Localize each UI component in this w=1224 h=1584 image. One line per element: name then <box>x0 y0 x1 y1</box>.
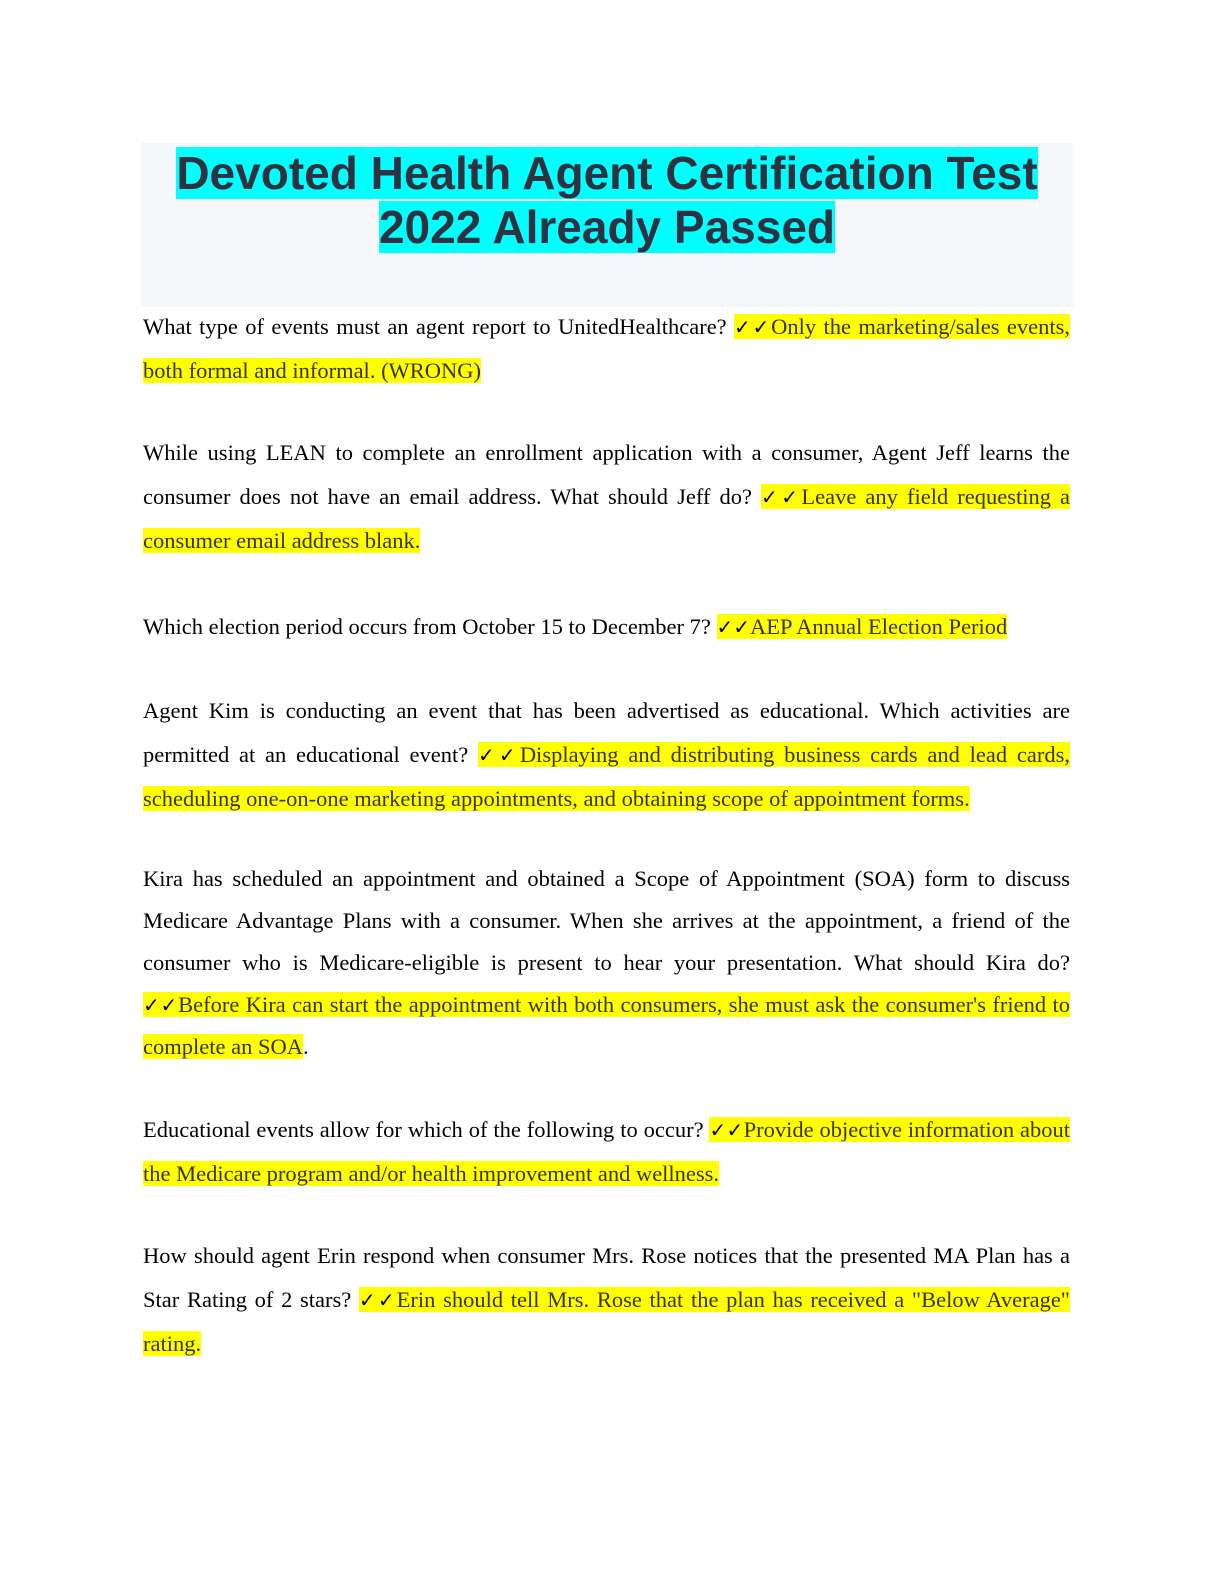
answer-text: Only the marketing/sales events, both formal and informal. (WRONG) <box>143 314 1071 383</box>
question-text: How should agent Erin respond when consumer Mrs. Rose notices that the presented MA Plan has a Star Rating of 2 stars? <box>143 1243 1070 1312</box>
answer-text: Leave any field requesting a consumer email address blank. <box>143 484 1071 553</box>
title-box <box>141 143 1073 307</box>
double-check-icon: ✓✓ <box>761 485 802 509</box>
title-line-1: Devoted Health Agent Certification Test <box>176 147 1038 199</box>
question-text: Which election period occurs from October 15 to December 7? <box>143 614 717 639</box>
double-check-icon: ✓✓ <box>143 993 179 1017</box>
question-text: What type of events must an agent report to UnitedHealthcare? <box>143 314 735 339</box>
document-title <box>141 143 1073 254</box>
qa-list <box>143 305 1070 1366</box>
answer-text: AEP Annual Election Period <box>750 614 1008 639</box>
answer-text: Before Kira can start the appointment with both consumers, she must ask the consumer's friend to complete an SOA <box>143 992 1071 1059</box>
answer-highlight <box>143 992 1070 1059</box>
double-check-icon: ✓✓ <box>709 1118 744 1142</box>
title-line-2: 2022 Already Passed <box>378 201 836 253</box>
double-check-icon: ✓✓ <box>477 743 520 767</box>
qa-item <box>143 431 1070 563</box>
qa-item <box>143 689 1070 821</box>
double-check-icon: ✓✓ <box>716 615 751 639</box>
answer-text: Displaying and distributing business cards and lead cards, scheduling one-on-one marketing appointments, and obtaining scope of appointment forms. <box>143 742 1071 811</box>
answer-tail-punctuation: . <box>302 1034 309 1059</box>
question-text: Agent Kim is conducting an event that has been advertised as educational. Which activities are permitted at an educational event? <box>143 698 1070 767</box>
question-text: Educational events allow for which of the following to occur? <box>143 1117 710 1142</box>
double-check-icon: ✓✓ <box>734 315 772 339</box>
answer-text: Erin should tell Mrs. Rose that the plan has received a "Below Average" rating. <box>143 1287 1070 1356</box>
question-text: Kira has scheduled an appointment and obtained a Scope of Appointment (SOA) form to discuss Medicare Advantage Plans with a consumer. When she arrives at the appointment, a friend of the consumer who is Medicare-eligible is present to hear your presentation. What should Kira do? <box>143 866 1070 975</box>
question-text: While using LEAN to complete an enrollment application with a consumer, Agent Jeff learns the consumer does not have an email address. What should Jeff do? <box>143 440 1070 509</box>
qa-item <box>143 1234 1070 1366</box>
qa-item <box>143 1108 1070 1196</box>
double-check-icon: ✓✓ <box>358 1288 397 1312</box>
qa-item <box>143 858 1070 1068</box>
qa-item <box>143 305 1070 393</box>
qa-item <box>143 605 1070 649</box>
answer-text: Provide objective information about the Medicare program and/or health improvement and wellness. <box>143 1117 1071 1186</box>
answer-highlight <box>717 614 1008 639</box>
